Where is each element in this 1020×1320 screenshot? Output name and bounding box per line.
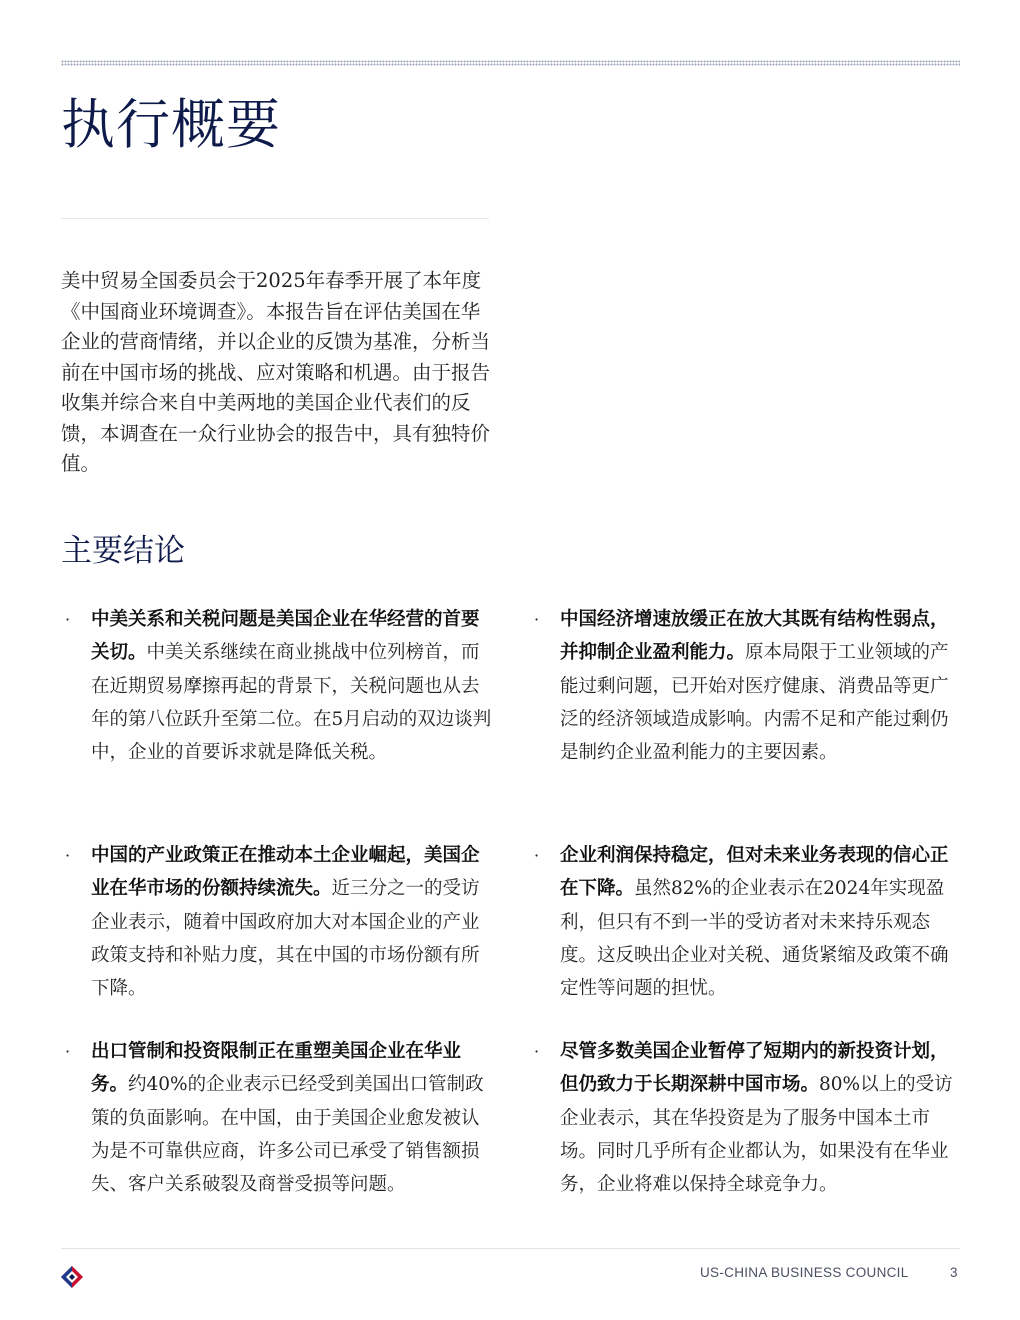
bullet-icon: · [534, 846, 540, 865]
intro-paragraph: 美中贸易全国委员会于2025年春季开展了本年度《中国商业环境调查》。本报告旨在评估美国在华企业的营商情绪，并以企业的反馈为基准，分析当前在中国市场的挑战、应对策略和机遇。由于报告收集并综合来自中美两地的美国企业代表们的反馈，本调查在一众行业协会的报告中，具有独特价值。 [61, 269, 491, 475]
title-divider [61, 218, 489, 219]
bullet-icon: · [65, 846, 71, 865]
finding-headline: 尽管多数美国企业暂停了短期内的新投资计划，但仍致力于长期深耕中国市场。 [560, 1041, 949, 1096]
page-number: 3 [950, 1265, 958, 1280]
uscbc-logo-icon [60, 1265, 84, 1289]
finding-body: 原本局限于工业领域的产能过剩问题，已开始对医疗健康、消费品等更广泛的经济领域造成影响。内需不足和产能过剩仍是制约企业盈利能力的主要因素。 [560, 642, 949, 764]
finding-body: 80%以上的受访企业表示，其在华投资是为了服务中国本土市场。同时几乎所有企业都认为，如果没有在华业务，企业将难以保持全球竞争力。 [560, 1074, 953, 1196]
finding-headline: 中国的产业政策正在推动本土企业崛起，美国企业在华市场的份额持续流失。 [91, 845, 480, 900]
finding-headline: 中国经济增速放缓正在放大其既有结构性弱点，并抑制企业盈利能力。 [560, 609, 949, 664]
bullet-icon: · [534, 1042, 540, 1061]
bullet-icon: · [534, 610, 540, 629]
finding-body: 虽然82%的企业表示在2024年实现盈利，但只有不到一半的受访者对未来持乐观态度。这反映出企业对关税、通货紧缩及政策不确定性等问题的担忧。 [560, 878, 949, 1000]
finding-headline: 企业利润保持稳定，但对未来业务表现的信心正在下降。 [560, 845, 949, 900]
finding-headline: 中美关系和关税问题是美国企业在华经营的首要关切。 [91, 609, 480, 664]
finding-body: 中美关系继续在商业挑战中位列榜首，而在近期贸易摩擦再起的背景下，关税问题也从去年的第八位跃升至第二位。在5月启动的双边谈判中，企业的首要诉求就是降低关税。 [91, 642, 492, 764]
page-title: 执行概要 [61, 93, 281, 156]
finding-body: 约40%的企业表示已经受到美国出口管制政策的负面影响。在中国，由于美国企业愈发被认为是不可靠供应商，许多公司已承受了销售额损失、客户关系破裂及商誉受损等问题。 [91, 1074, 484, 1196]
finding-item [530, 603, 962, 839]
finding-item [530, 839, 962, 1035]
footer-organization-name: US-CHINA BUSINESS COUNCIL [700, 1265, 909, 1280]
section-title-key-findings: 主要结论 [61, 533, 185, 569]
finding-headline: 出口管制和投资限制正在重塑美国企业在华业务。 [91, 1041, 462, 1096]
bullet-icon: · [65, 610, 71, 629]
finding-body: 近三分之一的受访企业表示，随着中国政府加大对本国企业的产业政策支持和补贴力度，其在中国的市场份额有所下降。 [91, 878, 480, 1000]
top-dotted-rule [61, 60, 960, 66]
footer-divider [61, 1248, 960, 1249]
finding-item [530, 1035, 962, 1201]
finding-item [61, 839, 493, 1035]
finding-item [61, 603, 493, 839]
findings-left-column [61, 603, 493, 1201]
bullet-icon: · [65, 1042, 71, 1061]
finding-item [61, 1035, 493, 1201]
findings-right-column [530, 603, 962, 1201]
